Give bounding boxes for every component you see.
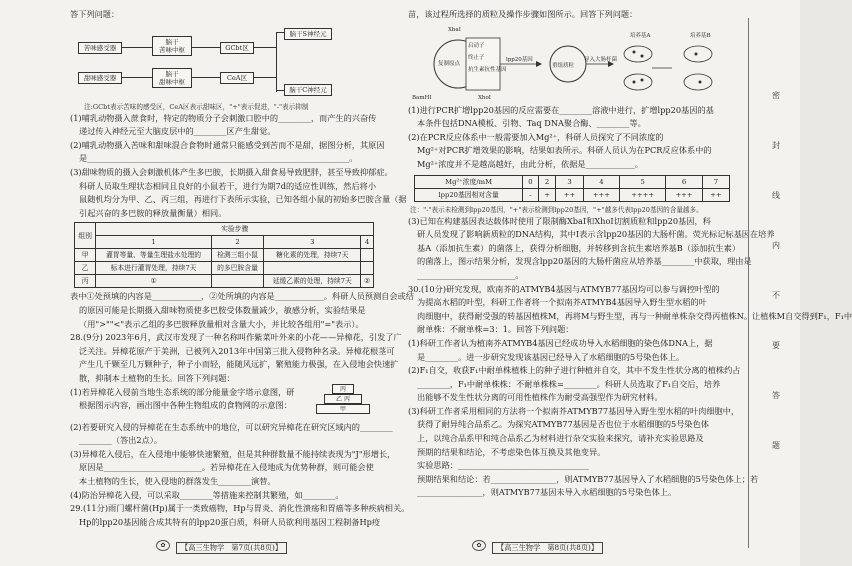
pyramid-middle: 乙 丙 [324, 394, 362, 404]
question-line: (2)F₁自交，收获F₁中耐单株植株上的种子进行种植并自交，其中不发生性状分离的植株约占 [408, 365, 741, 376]
step-number: 3 [264, 236, 361, 249]
table-row [75, 249, 374, 262]
table-note: 注："-"表示未检测到lpp20基因，"+"表示检测到lpp20基因，"+"越多代表lpp20基因的含量越多。 [410, 205, 703, 214]
table-cell: + [538, 188, 556, 201]
table-header-cell: 2 [538, 175, 556, 188]
connector-line [276, 90, 284, 91]
table-cell: ① [96, 275, 211, 288]
table-cell: 标本进行灌胃处理，持续7天 [96, 262, 211, 275]
question-line: (4)防治异樟花入侵，可以采取________等措施来控制其繁殖，如________。 [70, 489, 344, 500]
pyramid-question [70, 386, 400, 413]
question-line: (2)哺乳动物摄入苦味和甜味混合食物时通常只能感受到苦而不是甜，据图分析，其原因 [70, 139, 385, 150]
question-line: (3)科研工作者采用相同的方法将一个拟南芥ATMYB77基因导入野生型水稻的叶肉细胞中， [408, 405, 740, 416]
sweet-receptor-box: 甜味感受器 [78, 72, 122, 84]
logo-icon: ✿ [472, 540, 486, 551]
gcbt-region-box: GCbt区 [220, 42, 254, 54]
figure-label: lpp20基因 [506, 56, 533, 63]
question-line: (1)若异樟花入侵前当地生态系统的部分能量金字塔示意图，研 [70, 386, 295, 397]
diagram-note: 注:GCbt表示苦味的感受区，CeA区表示甜味区，"+"表示促进，"-"表示抑制 [84, 102, 309, 111]
table-header-steps: 实验步骤 [96, 223, 374, 236]
left-page [70, 8, 414, 529]
question-line: 预期的结果和结论，不考虑染色体互换及其他变异。 [417, 446, 606, 457]
page-footer-right: 【高三生物学 第8页(共8页)】 [492, 542, 603, 554]
cea-region-box: CeA区 [220, 72, 254, 84]
question-line: 散，抑制本土植物的生长。回答下列问题： [79, 372, 235, 383]
bitter-receptor-box: 苦味感受器 [78, 42, 122, 54]
figure-label: 抗生素抗性基因 [468, 66, 507, 73]
table-header-cell: 5 [620, 175, 666, 188]
seal-char: 封 [772, 141, 780, 150]
table-header-cell: 7 [702, 175, 729, 188]
seal-margin-strip [748, 18, 788, 548]
question-line: ________，F₁中耐单株株：不耐单株株=________。科研人员选取了F₁自交后，培养 [417, 378, 721, 389]
table-row [415, 175, 730, 188]
group-cell: 乙 [75, 262, 96, 275]
table-cell: ++ [556, 188, 583, 201]
table-cell: 的多巴胺含量 [211, 262, 264, 275]
bitter-center-box: 脑干 苦味中枢 [152, 36, 192, 56]
table-cell: +++ [583, 188, 620, 201]
mg-concentration-table [414, 175, 730, 202]
connector-line [122, 47, 152, 48]
table-header-group: 组别 [75, 223, 96, 249]
table-cell [211, 275, 264, 288]
table-cell: +++ [666, 188, 703, 201]
table-cell [361, 249, 374, 262]
question-line: 耐单株：不耐单株=3：1。回答下列问题： [417, 324, 574, 335]
table-cell [361, 262, 374, 275]
question-line: (3)甜味物质的摄入会刺激机体产生多巴胺，长期摄入甜食易导致肥胖，甚至导致抑郁症。 [70, 166, 393, 177]
plasmid-construction-figure [408, 24, 738, 102]
group-cell: 甲 [75, 249, 96, 262]
question-line: 苗，该过程所选择的质粒及操作步骤如图所示。回答下列问题： [408, 9, 638, 19]
table-cell: ② [361, 275, 374, 288]
figure-label: 重组质粒 [552, 62, 575, 69]
connector-line [192, 47, 220, 48]
pyramid-bottom: 甲 [316, 404, 370, 414]
question-line: (2)若要研究入侵的异樟花在生态系统中的地位，可以研究异樟花在研究区域内的________ [70, 421, 393, 432]
question-line: 根据图示内容，画出图中各种生物组成的食物网的示意图： [79, 400, 292, 411]
question-line: (1)进行PCR扩增lpp20基因的反应需要在________溶液中进行，扩增lpp20基因的基 [408, 104, 714, 115]
question-line: 实验思路：________________________________ [417, 460, 589, 471]
pyramid-top: 丙 [332, 384, 354, 394]
figure-label: 导入大肠杆菌 [584, 56, 618, 63]
question-line: Mg²⁺浓度并不是越高越好，由此分析，依据是____________。 [417, 158, 643, 169]
table-cell: ++ [702, 188, 729, 201]
right-page [408, 8, 852, 500]
step-number: 4 [361, 236, 374, 249]
table-row [415, 188, 730, 201]
sweet-center-box: 脑干 甜味中枢 [152, 68, 192, 88]
connector-line [254, 77, 276, 78]
question-line: ________________，则ATMYB77基因未导入水稻细胞的5号染色体上。 [417, 487, 677, 498]
group-cell: 丙 [75, 275, 96, 288]
figure-label: 培养基A [630, 32, 651, 39]
table-row [75, 262, 374, 275]
question-line: 本条件包括DNA模板、引物、Taq DNA聚合酶、________等。 [417, 118, 646, 129]
seal-char: 内 [772, 241, 780, 250]
question-line: (1)科研工作者认为植南芥ATMYB4基因已经成功导入水稻细胞的染色体DNA上，据 [408, 337, 713, 348]
intro-line: 答下列问题： [70, 9, 120, 19]
question-line: Mg²⁺对PCR扩增效果的影响，结果如表所示。科研人员认为在PCR反应体系中的 [417, 145, 712, 156]
question-line: 29.(11分)雨门螺杆菌(Hp)属于一类致癌物，Hp与胃炎、消化性溃疡和胃癌等多种疾病相关。 [70, 503, 410, 514]
question-line: 研人员发现了影响新质粒的DNA结构，其中Ⅰ表示含lpp20基因的大肠杆菌。荧光标记标基因在培养 [417, 229, 775, 240]
figure-label: BamHⅠ [412, 94, 432, 101]
spacer [70, 413, 400, 421]
question-line: 肉细胞中，获得耐受强的转基因植株M，再将M与野生型，再与一种耐单株杂交得丙植株N。让植株M自交得到F₁，F₁中 [417, 310, 852, 321]
question-line: (2)在PCR反应体系中一般需要加入Mg²⁺，科研人员探究了不同浓度的 [408, 131, 664, 142]
question-line: 获得了耐异纯合品系乙。为探究ATMYB77基因是否也位于水稻细胞的5号染色体 [417, 419, 709, 430]
question-line: (1)哺乳动物摄入蔗食时，特定的物质分子会刺激口腔中的________，而产生的兴奋传 [70, 112, 377, 123]
question-line: 30.(10分)研究发现，欧南芥的ATMYB4基因与ATMYB77基因均可以参与调控叶型的 [408, 283, 720, 294]
table-header-cell: Mg²⁺浓度/mM [415, 175, 523, 188]
question-line: (3)已知在构建基因表达载体时使用了限制酶XbaⅠ和XhoⅠ切割质粒和lpp20基因，科 [408, 215, 711, 226]
step-number: 1 [96, 236, 211, 249]
question-line: 表中①处预填的内容是____________，②处所填的内容是____________。科研人员预测自会或结 [70, 291, 414, 302]
experiment-table [74, 222, 374, 288]
question-line: 鼠随机均分为甲、乙、丙三组，再进行下表所示实验，已知各组小鼠的初始多巴胺含量（据 [79, 194, 407, 205]
figure-label: 启动子 [468, 42, 485, 49]
question-line: 预期结果和结论：若________________，则ATMYB77基因导入了水稻细胞的5号染色体上；若 [417, 473, 759, 484]
question-line: 本土植物的生长，使入侵地的群落发生________演替。 [79, 476, 276, 487]
connector-line [276, 32, 284, 33]
connector-line [122, 77, 152, 78]
question-line: ________（答出2点）。 [79, 435, 162, 446]
question-line: 基A（添加抗生素）的菌落上，获得分析细胞，并转移到含抗生素培养基B（添加抗生素） [417, 242, 741, 253]
question-line: ________________________。 [417, 269, 524, 280]
connector-line [192, 77, 220, 78]
seal-char: 线 [772, 191, 780, 200]
table-cell: 糖化素的处理，持续7天 [264, 249, 361, 262]
seal-char: 不 [772, 291, 780, 300]
seal-char: 题 [772, 441, 780, 450]
brainstem-c-neuron-box: 脑干C神经元 [284, 84, 332, 96]
connector-line [254, 47, 276, 48]
brainstem-s-neuron-box: 脑干S神经元 [284, 28, 332, 40]
table-header-cell: 0 [523, 175, 538, 188]
logo-icon: ✿ [156, 540, 170, 551]
table-cell: 检测三组小鼠 [211, 249, 264, 262]
figure-label: XhoⅠ [478, 94, 491, 101]
question-line: 泛关注。异樟花原产于美洲，已被列入2013年中国第三批入侵物种名录。异樟花根茎可 [79, 345, 395, 356]
table-cell: - [523, 188, 538, 201]
question-line: 递过传入神经元至大脑皮层中的________区产生甜觉。 [79, 126, 276, 137]
figure-label: XbaⅠ [448, 26, 461, 33]
seal-char: 要 [772, 341, 780, 350]
seal-char: 答 [772, 391, 780, 400]
table-cell: 灌胃等量、等量生理盐水处理的 [96, 249, 211, 262]
question-line: (3)异樟花入侵后，在入侵地中能够快速繁殖，但是其种群数量不能持续表现为"J"形增长， [70, 448, 396, 459]
question-line: 出能够不发生性状分离的可用性植株作为耐受高强型作为研究材料。 [417, 392, 663, 403]
step-number: 2 [211, 236, 264, 249]
table-cell: ++++ [620, 188, 666, 201]
question-line: 原因是________________________。若异樟花在入侵地成为优势种群，则可能会使 [79, 462, 374, 473]
question-line: Hp的lpp20基因能合成其特有的lpp20蛋白质，科研人员欲利用基因工程制备Hp疫 [79, 516, 381, 527]
question-line: 科研人员取生理状态相同且良好的小鼠若干，进行为期7d的适应性训练，然后将小 [79, 180, 377, 191]
table-header-cell: 6 [666, 175, 703, 188]
figure-label: 培养基B [690, 32, 711, 39]
question-line: 的菌落上，图示结果分析，发现含lpp20基因的大肠杆菌应从培养基________中获取，理由是 [417, 256, 752, 267]
figure-label: 复制原点 [438, 60, 461, 67]
table-cell [264, 262, 361, 275]
connector-line [276, 32, 277, 92]
question-line: 上，以纯合品系甲和纯合品系乙为材料进行杂交实验来探究，请补充实验思路及 [417, 433, 704, 444]
taste-pathway-diagram [70, 28, 400, 98]
question-line: 的原因可能是长期摄入甜味物质使多巴胺受体数量减少，敏感分析，实验结果是 [79, 304, 366, 315]
question-line: 为提高水稻的叶型，科研工作者将一个拟南芥ATMYB4基因导入野生型水稻的叶 [417, 297, 707, 308]
table-header-cell: 3 [556, 175, 583, 188]
question-line: 28.(9分) 2023年6月，武汉市发现了一种名称叫作紫菜叶外来的小花——异樟花，引发了广 [70, 332, 402, 343]
question-line: 引起兴奋的多巴胺的释放量衡量）相同。 [79, 207, 227, 218]
question-line: （用">""<"表示乙组的多巴胺释放量相对含量大小，并比较各组用"="表示）。 [79, 318, 364, 329]
table-row-label: lpp20基因相对含量 [415, 188, 523, 201]
question-line: 产生几千颗至几万颗种子，种子小而轻，能随风远扩，繁殖能力极强，在入侵地会快速扩 [79, 359, 399, 370]
figure-label: 终止子 [468, 54, 485, 61]
table-cell: 延缓乙素的处理，持续7天 [264, 275, 361, 288]
page-footer-left: 【高三生物学 第7页(共8页)】 [176, 542, 287, 554]
question-line: 是________________________________________________________________。 [79, 153, 358, 164]
seal-char: 密 [772, 91, 780, 100]
table-header-cell: 4 [583, 175, 620, 188]
table-row [75, 275, 374, 288]
question-line: 是________。进一步研究发现该基因已经导入了水稻细胞的5号染色体上。 [417, 351, 685, 362]
